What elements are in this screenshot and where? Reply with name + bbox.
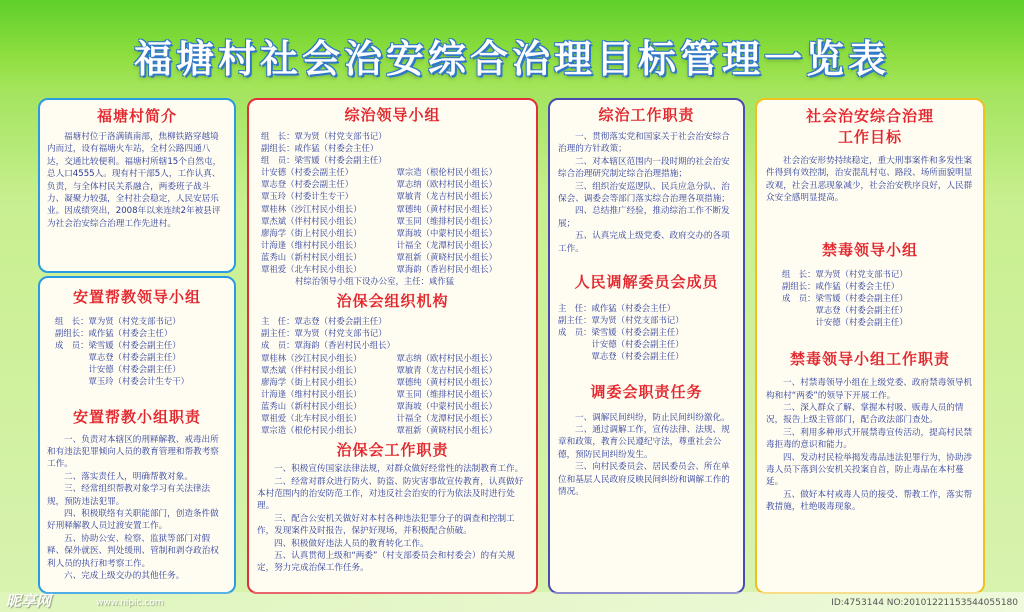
duty-paragraph: 二、深入群众了解、掌握本村吸、贩毒人员的情况，报告上级主管部门，配合政法部门查处。 bbox=[766, 402, 964, 426]
member-line: 副组长：咸作猛（村委会主任） bbox=[55, 328, 173, 339]
village-intro-text: 福塘村位于洛满镇南部，焦柳铁路穿越境内而过，设有福塘火车站，全村公路四通八达，交通比较便利。福塘村所辖15个自然屯，总人口4555人。现有村干部5人，工作认真、负责，与全体村民关系融合，两委班子战斗力、凝聚力较强，全村社会稳定，人民安居乐业。因成绩突出，2008年以来连续2年被县评为社会治安综合治理工作先进村。 bbox=[47, 132, 222, 229]
member-line: 覃海坡（中蒙村民小组长） bbox=[396, 227, 497, 238]
member-line: 覃志纳（欧村村民小组长） bbox=[396, 352, 497, 363]
mediation-members bbox=[558, 302, 735, 362]
member-line: 覃玉玲（村委会计生专干） bbox=[55, 376, 189, 387]
member-line: 覃宗造（根伦村民小组长） bbox=[396, 167, 497, 178]
drug-duties-heading: 禁毒领导小组工作职责 bbox=[789, 350, 950, 369]
duty-paragraph: 二、通过调解工作，宣传法律、法规、规章和政策，教育公民遵纪守法，尊重社会公德，预防民间纠纷发生。 bbox=[558, 424, 730, 460]
leading-group-panel bbox=[247, 98, 538, 594]
member-line: 副主任：覃为贤（村党支部书记） bbox=[261, 328, 387, 339]
duty-paragraph: 三、向村民委员会、居民委员会、所在单位和基层人民政府反映民间纠纷和调解工作的情况。 bbox=[558, 462, 730, 497]
work-duties-heading: 综治工作职责 bbox=[598, 106, 695, 124]
member-line: 覃宗造（根伦村民小组长） bbox=[261, 425, 362, 436]
member-line: 主 任：咸作猛（村委会主任） bbox=[558, 303, 676, 314]
leading-group-heads bbox=[257, 130, 528, 166]
watermark-logo: 昵享网 bbox=[6, 592, 52, 610]
drug-group-heading: 禁毒领导小组 bbox=[821, 240, 918, 259]
member-line: 覃杰斌（伴村村民小组长） bbox=[261, 364, 362, 375]
duty-paragraph: 三、配合公安机关做好对本村各种违法犯罪分子的调查和控制工作，发现案件及时报告，保护好现场，并积极配合侦破。 bbox=[257, 513, 515, 537]
leading-group-members bbox=[257, 166, 528, 275]
member-line: 副组长：咸作猛（村委会主任） bbox=[782, 280, 900, 291]
security-duties-heading: 治保会工作职责 bbox=[336, 441, 449, 460]
duty-paragraph: 一、调解民间纠纷，防止民间纠纷激化。 bbox=[575, 412, 730, 423]
member-line: 覃海坡（中蒙村民小组长） bbox=[396, 400, 497, 411]
member-line: 覃志登（村委会副主任） bbox=[782, 304, 908, 315]
member-line: 覃海韵（香岩村民小组长） bbox=[396, 264, 497, 275]
member-line: 主 任：覃志登（村委会副主任） bbox=[261, 316, 387, 327]
member-line: 廖海学（街上村民小组长） bbox=[261, 376, 362, 387]
targets-text: 社会治安形势持续稳定，重大刑事案件和多发性案件得到有效控制，治安混乱村屯、路段、场所面貌明显改观，社会丑恶现象减少，社会治安秩序良好，人民群众安全感明显提高。 bbox=[766, 156, 973, 204]
targets-heading-line2: 工作目标 bbox=[837, 128, 902, 146]
security-org-heading: 治保会组织机构 bbox=[336, 292, 449, 311]
member-line: 覃志登（村委会副主任） bbox=[261, 179, 354, 190]
member-line: 覃德纯（黄村村民小组长） bbox=[396, 376, 497, 387]
member-line: 廖海学（街上村民小组长） bbox=[261, 227, 362, 238]
duty-paragraph: 二、经常对群众进行防火、防盗、防灾害事故宣传教育，认真做好本村范围内的治安防范工作，对违反社会治安的行为依法及时进行处理。 bbox=[257, 476, 524, 512]
member-line: 计安德（村委会副主任） bbox=[558, 339, 684, 350]
member-line: 计海逢（维村村民小组长） bbox=[261, 239, 362, 250]
member-line: 计安德（村委会副主任） bbox=[55, 364, 181, 375]
duty-paragraph: 四、总结推广经验，推动综治工作不断发展； bbox=[558, 206, 730, 229]
member-line: 覃敏青（龙吉村民小组长） bbox=[396, 364, 497, 375]
duty-paragraph: 四、积极做好违法人员的教育转化工作。 bbox=[274, 538, 429, 549]
member-line: 覃桂林（沙江村民小组长） bbox=[261, 352, 362, 363]
member-line: 覃玉同（维排村民小组长） bbox=[396, 388, 497, 399]
duty-paragraph: 五、认真贯彻上级和“两委”（村支部委员会和村委会）的有关规定，努力完成治保工作任务。 bbox=[257, 551, 515, 574]
duty-paragraph: 三、利用多种形式开展禁毒宣传活动，提高村民禁毒拒毒的意识和能力。 bbox=[766, 427, 973, 451]
member-line: 组 长：覃为贤（村党支部书记） bbox=[261, 131, 387, 141]
member-line: 计安德（村委会副主任） bbox=[261, 167, 354, 178]
duty-paragraph: 三、经常组织帮教对象学习有关法律法规，预防违法犯罪。 bbox=[47, 484, 211, 507]
duty-paragraph: 一、村禁毒领导小组在上级党委、政府禁毒领导机构和村“两委”的领导下开展工作。 bbox=[766, 378, 973, 401]
mediation-members-heading: 人民调解委员会成员 bbox=[574, 273, 719, 292]
member-line: 成 员：覃海韵（香岩村民小组长） bbox=[261, 340, 395, 351]
member-line: 覃祖爱（北车村民小组长） bbox=[261, 264, 362, 275]
duty-paragraph: 四、积极联络有关职能部门，创造条件做好刑释解教人员过渡安置工作。 bbox=[47, 509, 219, 532]
member-line: 组 长：覃为贤（村党支部书记） bbox=[55, 316, 181, 326]
placement-panel bbox=[38, 276, 236, 594]
member-line: 蓝秀山（新村村民小组长） bbox=[261, 251, 362, 262]
member-line: 成 员：梁雪媛（村委会副主任） bbox=[782, 292, 908, 303]
targets-heading-line1: 社会治安综合治理 bbox=[805, 107, 934, 125]
duty-paragraph: 一、贯彻落实党和国家关于社会治安综合治理的方针政策； bbox=[558, 132, 730, 155]
duty-paragraph: 二、对本辖区范围内一段时期的社会治安综合治理研究制定综合治理措施； bbox=[558, 156, 730, 180]
targets-panel bbox=[755, 98, 985, 594]
member-line: 计海逢（维村村民小组长） bbox=[261, 388, 362, 399]
member-line: 组 员：梁雪媛（村委会副主任） bbox=[261, 155, 387, 166]
placement-group-members bbox=[47, 315, 227, 388]
member-line: 成 员：梁雪媛（村委会副主任） bbox=[55, 340, 181, 351]
member-line: 覃玉同（维排村民小组长） bbox=[396, 215, 497, 226]
watermark-url: www.nipic.com bbox=[96, 598, 164, 608]
security-org-members bbox=[257, 352, 528, 437]
member-line: 覃玉玲（村委计生专干） bbox=[261, 191, 354, 202]
member-line: 计福全（龙潭村民小组长） bbox=[396, 412, 497, 423]
work-duties-panel bbox=[548, 98, 745, 594]
member-line: 成 员：梁雪媛（村委会副主任） bbox=[558, 327, 684, 338]
page-title: 福塘村社会治安综合治理目标管理一览表 bbox=[133, 37, 890, 81]
member-line: 计福全（龙潭村民小组长） bbox=[396, 239, 497, 250]
watermark-strip bbox=[0, 592, 1024, 612]
duty-paragraph: 五、认真完成上级党委、政府交办的各项工作。 bbox=[558, 231, 730, 254]
member-line: 覃杰斌（伴村村民小组长） bbox=[261, 215, 362, 226]
member-line: 覃志登（村委会副主任） bbox=[55, 352, 181, 363]
member-line: 覃志纳（欧村村民小组长） bbox=[396, 179, 497, 190]
placement-duties-heading: 安置帮教小组职责 bbox=[72, 407, 201, 426]
duty-paragraph: 五、做好本村戒毒人员的接受、帮教工作，落实帮教措施，杜绝吸毒现象。 bbox=[766, 489, 973, 513]
placement-group-heading: 安置帮教领导小组 bbox=[72, 288, 201, 306]
member-line: 计安德（村委会副主任） bbox=[782, 317, 908, 327]
member-line: 覃祖新（黄晓村民小组长） bbox=[396, 251, 497, 262]
security-org-heads bbox=[257, 315, 528, 351]
village-intro-panel bbox=[38, 98, 236, 273]
duty-paragraph: 四、发动村民检举揭发毒品违法犯罪行为，协助涉毒人员下落到公安机关投案自首，防止毒品在本村蔓延。 bbox=[766, 452, 973, 488]
member-line: 副主任：覃为贤（村党支部书记） bbox=[558, 315, 684, 326]
member-line: 覃志登（村委会副主任） bbox=[558, 351, 684, 362]
leading-group-heading: 综治领导小组 bbox=[344, 106, 441, 124]
member-line: 覃德纯（黄村村民小组长） bbox=[396, 203, 497, 214]
member-line: 覃桂林（沙江村民小组长） bbox=[261, 203, 362, 214]
member-line: 蓝秀山（新村村民小组长） bbox=[261, 400, 362, 411]
member-line: 覃祖爱（北车村民小组长） bbox=[261, 412, 362, 423]
village-intro-heading: 福塘村简介 bbox=[96, 107, 177, 125]
duty-paragraph: 一、积极宣传国家法律法规，对群众做好经常性的法制教育工作。 bbox=[274, 464, 524, 475]
duty-paragraph: 三、组织治安巡逻队、民兵应急分队、治保会、调委会等部门落实综合治理各项措施； bbox=[558, 181, 730, 205]
watermark-id: ID:4753144 NO:20101221153544055180 bbox=[831, 598, 1018, 608]
mediation-duties-heading: 调委会职责任务 bbox=[590, 382, 703, 401]
member-line: 覃敏青（龙吉村民小组长） bbox=[396, 191, 497, 202]
member-line: 组 长：覃为贤（村党支部书记） bbox=[782, 268, 908, 279]
leading-group-footer: 村综治领导小组下设办公室，主任：咸作猛 bbox=[295, 276, 455, 287]
duty-paragraph: 一、负责对本辖区的刑释解教、戒毒出所和有违法犯罪倾向人员的教育管理和帮教考察工作。 bbox=[47, 434, 219, 470]
member-line: 副组长：咸作猛（村委会主任） bbox=[261, 143, 379, 154]
duty-paragraph: 六、完成上级交办的其他任务。 bbox=[64, 571, 185, 582]
drug-group-members bbox=[766, 268, 974, 328]
duty-paragraph: 二、落实责任人，明确帮教对象。 bbox=[64, 471, 193, 482]
duty-paragraph: 五、协助公安、检察、监狱等部门对假释、保外就医、判处缓刑、管制和剥夺政治权利人员的执行和考察工作。 bbox=[47, 533, 219, 569]
member-line: 覃祖新（黄晓村民小组长） bbox=[396, 425, 497, 436]
